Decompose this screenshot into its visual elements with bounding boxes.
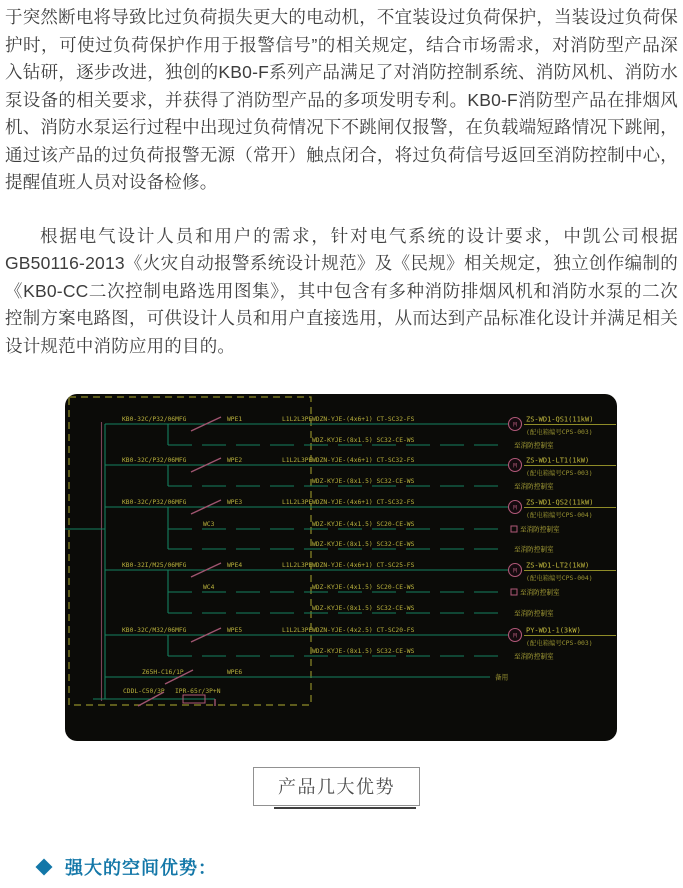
circuit-label: WPE6 [227,669,243,676]
load-label: ZS-WD1-QS1(11kW) [526,415,594,424]
incoming-breaker-label: CDDL-C50/3P [123,688,165,695]
spd-label: IPR-65r/3P+N [175,688,221,695]
control-dest-label: 至消防控制室 [514,609,554,618]
circuit-diagram-svg [65,394,617,741]
phases-label: L1L2L3PE [282,416,313,423]
phases-label: L1L2L3PE [282,499,313,506]
motor-letter: M [513,462,517,470]
circuit-label: WPE3 [227,499,243,506]
control-dest-label: 至消防控制室 [514,545,554,554]
load-label: ZS-WD1-QS2(11kW) [526,498,594,507]
panel-id-label: (配电箱编号CPS-003) [526,639,593,647]
feeder-wpe3 [105,499,616,554]
cable-label: WDZN-YJE-(4x2.5) CT-SC20-FS [312,627,415,634]
control-cable-label: WDZ-KYJE-(4x1.5) SC20-CE-WS [312,521,415,528]
breaker-label: KB0-32C/P32/06MFG [122,416,187,423]
cable-label: WDZN-YJE-(4x6+1) CT-SC32-FS [312,457,415,464]
motor-letter: M [513,632,517,640]
breaker-label: KB0-32C/P32/06MFG [122,457,187,464]
breaker-label: Z65H-C16/1P [142,669,184,676]
control-cable-label: WDZ-KYJE-(8x1.5) SC32-CE-WS [312,541,415,548]
panel-id-label: (配电箱编号CPS-004) [526,574,593,582]
main-bus [65,422,105,701]
section-box-underline [274,807,416,809]
feeder-wpe1 [105,416,616,450]
motor-letter: M [513,504,517,512]
diamond-bullet-icon [36,859,53,876]
load-label: PY-WD1-1(3kW) [526,626,581,635]
control-circuit-label: WC3 [203,521,215,528]
control-dest-label: 至消防控制室 [514,482,554,491]
feeder-wpe4 [105,562,616,618]
advantage-heading-label: 强大的空间优势： [65,858,217,878]
motor-letter: M [513,567,517,575]
control-cable-label: WDZ-KYJE-(8x1.5) SC32-CE-WS [312,437,415,444]
circuit-label: WPE5 [227,627,243,634]
circuit-label: WPE1 [227,416,243,423]
control-cable-label: WDZ-KYJE-(8x1.5) SC32-CE-WS [312,648,415,655]
load-label: ZS-WD1-LT1(1kW) [526,456,590,465]
phases-label: L1L2L3PE [282,562,313,569]
load-label: ZS-WD1-LT2(1kW) [526,561,590,570]
advantage-heading [38,854,678,880]
circuit-label: WPE4 [227,562,243,569]
terminal-box-icon [511,526,517,532]
panel-id-label: (配电箱编号CPS-003) [526,469,593,477]
panel-id-label: (配电箱编号CPS-003) [526,428,593,436]
control-circuit-label: WC4 [203,584,215,591]
control-dest-label: 至消防控制室 [520,588,560,597]
breaker-label: KB0-32C/M32/06MFG [122,627,187,634]
control-cable-label: WDZ-KYJE-(8x1.5) SC32-CE-WS [312,478,415,485]
breaker-label: KB0-32C/P32/06MFG [122,499,187,506]
breaker-label: KB0-32I/M25/06MFG [122,562,187,569]
motor-letter: M [513,421,517,429]
control-dest-label: 至消防控制室 [520,525,560,534]
circuit-label: WPE2 [227,457,243,464]
incoming-breaker [93,688,221,706]
control-cable-label: WDZ-KYJE-(4x1.5) SC20-CE-WS [312,584,415,591]
paragraph-2: 根据电气设计人员和用户的需求，针对电气系统的设计要求，中凯公司根据GB50116-2013《火灾自动报警系统设计规范》及《民规》相关规定，独立创作编制的《KB0-CC二次控制电路选用图集》，其中包含有多种消防排烟风机和消防水泵的二次控制方案电路图，可供设计人员和用户直接选用，从而达到产品标准化设计并满足相关设计规范中消防应用的目的。 [5,225,678,356]
phases-label: L1L2L3PE [282,627,313,634]
section-title-label: 产品几大优势 [278,777,395,797]
panel-id-label: (配电箱编号CPS-004) [526,511,593,519]
paragraph-1: 于突然断电将导致比过负荷损失更大的电动机，不宜装设过负荷保护，当装设过负荷保护时，可使过负荷保护作用于报警信号”的相关规定，结合市场需求，对消防型产品深入钻研，逐步改进，独创的KB0-F系列产品满足了对消防控制系统、消防风机、消防水泵设备的相关要求，并获得了消防型产品的多项发明专利。KB0-F消防型产品在排烟风机、消防水泵运行过程中出现过负荷情况下不跳闸仅报警，在负载端短路情况下跳闸，通过该产品的过负荷报警无源（常开）触点闭合，将过负荷信号返回至消防控制中心，提醒值班人员对设备检修。 [5,7,678,192]
feeder-wpe6-spare [105,669,508,684]
terminal-box-icon [511,589,517,595]
cable-label: WDZN-YJE-(4x6+1) CT-SC25-FS [312,562,415,569]
section-title-row [5,767,678,806]
feeder-wpe5 [105,627,616,661]
spare-label: 备用 [495,673,509,682]
cable-label: WDZN-YJE-(4x6+1) CT-SC32-FS [312,499,415,506]
feeder-wpe2 [105,457,616,491]
circuit-diagram-image [65,394,617,741]
phases-label: L1L2L3PE [282,457,313,464]
control-dest-label: 至消防控制室 [514,652,554,661]
section-title-box [253,767,420,806]
cable-label: WDZN-YJE-(4x6+1) CT-SC32-FS [312,416,415,423]
control-dest-label: 至消防控制室 [514,441,554,450]
control-cable-label: WDZ-KYJE-(8x1.5) SC32-CE-WS [312,605,415,612]
